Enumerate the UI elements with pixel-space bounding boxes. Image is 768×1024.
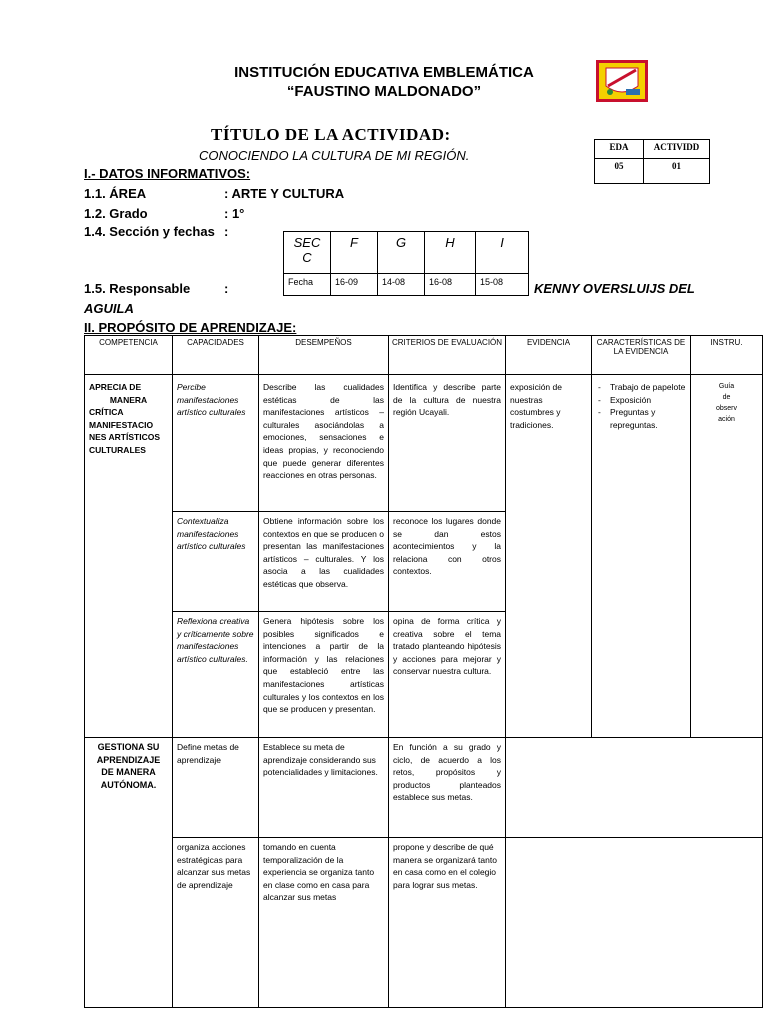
actividad-value: 01: [644, 159, 710, 184]
comp1-line: MANERA: [109, 394, 148, 405]
seccion-colon: :: [224, 224, 229, 239]
desempeno-establece: Establece su meta de aprendizaje considerando sus potencialidades y limitaciones.: [259, 738, 389, 838]
eda-value: 05: [595, 159, 644, 184]
evidencia-exposicion: exposición de nuestras costumbres y tradiciones.: [506, 375, 592, 738]
activity-title: TÍTULO DE LA ACTIVIDAD:: [211, 125, 451, 144]
header-criterios: CRITERIOS DE EVALUACIÓN: [389, 336, 506, 375]
competencia-aprecia: [85, 375, 173, 738]
instrumento-guia: [691, 375, 763, 738]
criterio-identifica: Identifica y describe parte de la cultura de nuestra región Ucayali.: [389, 375, 506, 512]
comp1-line: NES ARTÍSTICOS: [89, 432, 160, 443]
section-datos-heading: I.- DATOS INFORMATIVOS:: [84, 166, 251, 181]
date-h: 16-08: [425, 274, 476, 296]
header-desempenos: DESEMPEÑOS: [259, 336, 389, 375]
section-dates-table: [283, 231, 529, 296]
criterio-reconoce: reconoce los lugares donde se dan estos acontecimientos y la relaciona con otros contextos.: [389, 512, 506, 612]
capacidad-percibe: Percibe manifestaciones artístico culturales: [173, 375, 259, 512]
table-row: [85, 838, 763, 1008]
grado-value: : 1°: [224, 206, 245, 221]
responsable-colon: :: [224, 281, 229, 296]
empty-cell: [506, 838, 763, 1008]
learning-purpose-table: [84, 335, 763, 1008]
instr-line: de: [722, 394, 731, 401]
instr-line: ación: [718, 416, 735, 423]
comp2-line: AUTÓNOMA.: [100, 779, 157, 790]
desempeno-genera: Genera hipótesis sobre los posibles significados e intenciones a partir de la información y las relaciones que estableció entre las manifestaciones artísticas culturales y los contextos en los que se producen y presentan.: [259, 612, 389, 738]
caracteristicas-evidencia: [592, 375, 691, 738]
table-row: [85, 738, 763, 838]
comp1-line: APRECIA DE: [89, 382, 142, 392]
criterio-funcion: En función a su grado y ciclo, de acuerdo a los retos, propósitos y productos planteados establece sus metas.: [389, 738, 506, 838]
school-shield-icon: [596, 60, 648, 102]
eda-header: EDA: [595, 140, 644, 159]
table-row: [85, 375, 763, 512]
institution-title: INSTITUCIÓN EDUCATIVA EMBLEMÁTICA: [234, 64, 534, 81]
desempeno-tomando: tomando en cuenta temporalización de la experiencia se organiza tanto en clase como en casa para alcanzar sus metas: [259, 838, 389, 1008]
empty-cell: [506, 738, 763, 838]
actividad-header: ACTIVIDD: [644, 140, 710, 159]
responsable-name-cont: AGUILA: [84, 301, 134, 316]
responsable-name: KENNY OVERSLUIJS DEL: [534, 281, 695, 296]
instr-line: observ: [715, 405, 737, 412]
section-proposito-heading: II. PROPÓSITO DE APRENDIZAJE:: [84, 320, 297, 335]
sec-header: SEC C: [284, 232, 331, 274]
criterio-opina: opina de forma crítica y creativa sobre el tema tratado planteando hipótesis y acciones para mejorar y conservar nuestra cultura.: [389, 612, 506, 738]
date-i: 15-08: [476, 274, 529, 296]
instr-line: Guía: [718, 383, 735, 390]
list-item: - Trabajo de papelote: [610, 381, 686, 394]
capacidad-reflexiona: Reflexiona creativa y críticamente sobre manifestaciones artístico culturales.: [173, 612, 259, 738]
header-competencia: COMPETENCIA: [85, 336, 173, 375]
comp1-line: CULTURALES: [89, 444, 146, 455]
sec-g-header: G: [378, 232, 425, 274]
area-value: : ARTE Y CULTURA: [224, 186, 345, 201]
school-name: “FAUSTINO MALDONADO”: [286, 83, 482, 100]
capacidad-define: Define metas de aprendizaje: [173, 738, 259, 838]
grado-label: 1.2. Grado: [84, 206, 148, 221]
header-evidencia: EVIDENCIA: [506, 336, 592, 375]
capacidad-organiza: organiza acciones estratégicas para alcanzar sus metas de aprendizaje: [173, 838, 259, 1008]
school-logo: [596, 60, 648, 102]
sec-h-header: H: [425, 232, 476, 274]
responsable-label: 1.5. Responsable: [84, 281, 191, 296]
competencia-gestiona: [85, 738, 173, 1008]
desempeno-describe: Describe las cualidades estéticas de las manifestaciones artísticos – culturales asociándolas a emociones, sensaciones e ideas propias, y reconociendo que puede generar diferentes reacciones en otras personas.: [259, 375, 389, 512]
seccion-label: 1.4. Sección y fechas: [84, 224, 215, 239]
date-g: 14-08: [378, 274, 425, 296]
comp1-line: MANIFESTACIO: [89, 419, 154, 430]
sec-f-header: F: [331, 232, 378, 274]
comp2-line: DE MANERA: [101, 767, 156, 778]
comp1-line: CRÍTICA: [89, 407, 124, 418]
date-f: 16-09: [331, 274, 378, 296]
criterio-propone: propone y describe de qué manera se organizará tanto en casa como en el colegio para lograr sus metas.: [389, 838, 506, 1008]
header-capacidades: CAPACIDADES: [173, 336, 259, 375]
sec-i-header: I: [476, 232, 529, 274]
capacidad-contextualiza: Contextualiza manifestaciones artístico culturales: [173, 512, 259, 612]
list-item: - Exposición: [610, 394, 686, 407]
desempeno-obtiene: Obtiene información sobre los contextos en que se producen o presentan las manifestaciones artísticos – culturales. Y los asocia a las cualidades estéticas que observa.: [259, 512, 389, 612]
header-caracteristicas: CARACTERÍSTICAS DE LA EVIDENCIA: [592, 336, 691, 375]
area-label: 1.1. ÁREA: [84, 186, 147, 201]
list-item: - Preguntas y repreguntas.: [610, 406, 686, 431]
fecha-label: Fecha: [284, 274, 331, 296]
eda-table: [594, 139, 710, 184]
comp2-line: APRENDIZAJE: [96, 754, 161, 765]
activity-subtitle: CONOCIENDO LA CULTURA DE MI REGIÓN.: [199, 148, 470, 163]
comp2-line: GESTIONA SU: [97, 742, 160, 752]
header-instrumento: INSTRU.: [691, 336, 763, 375]
